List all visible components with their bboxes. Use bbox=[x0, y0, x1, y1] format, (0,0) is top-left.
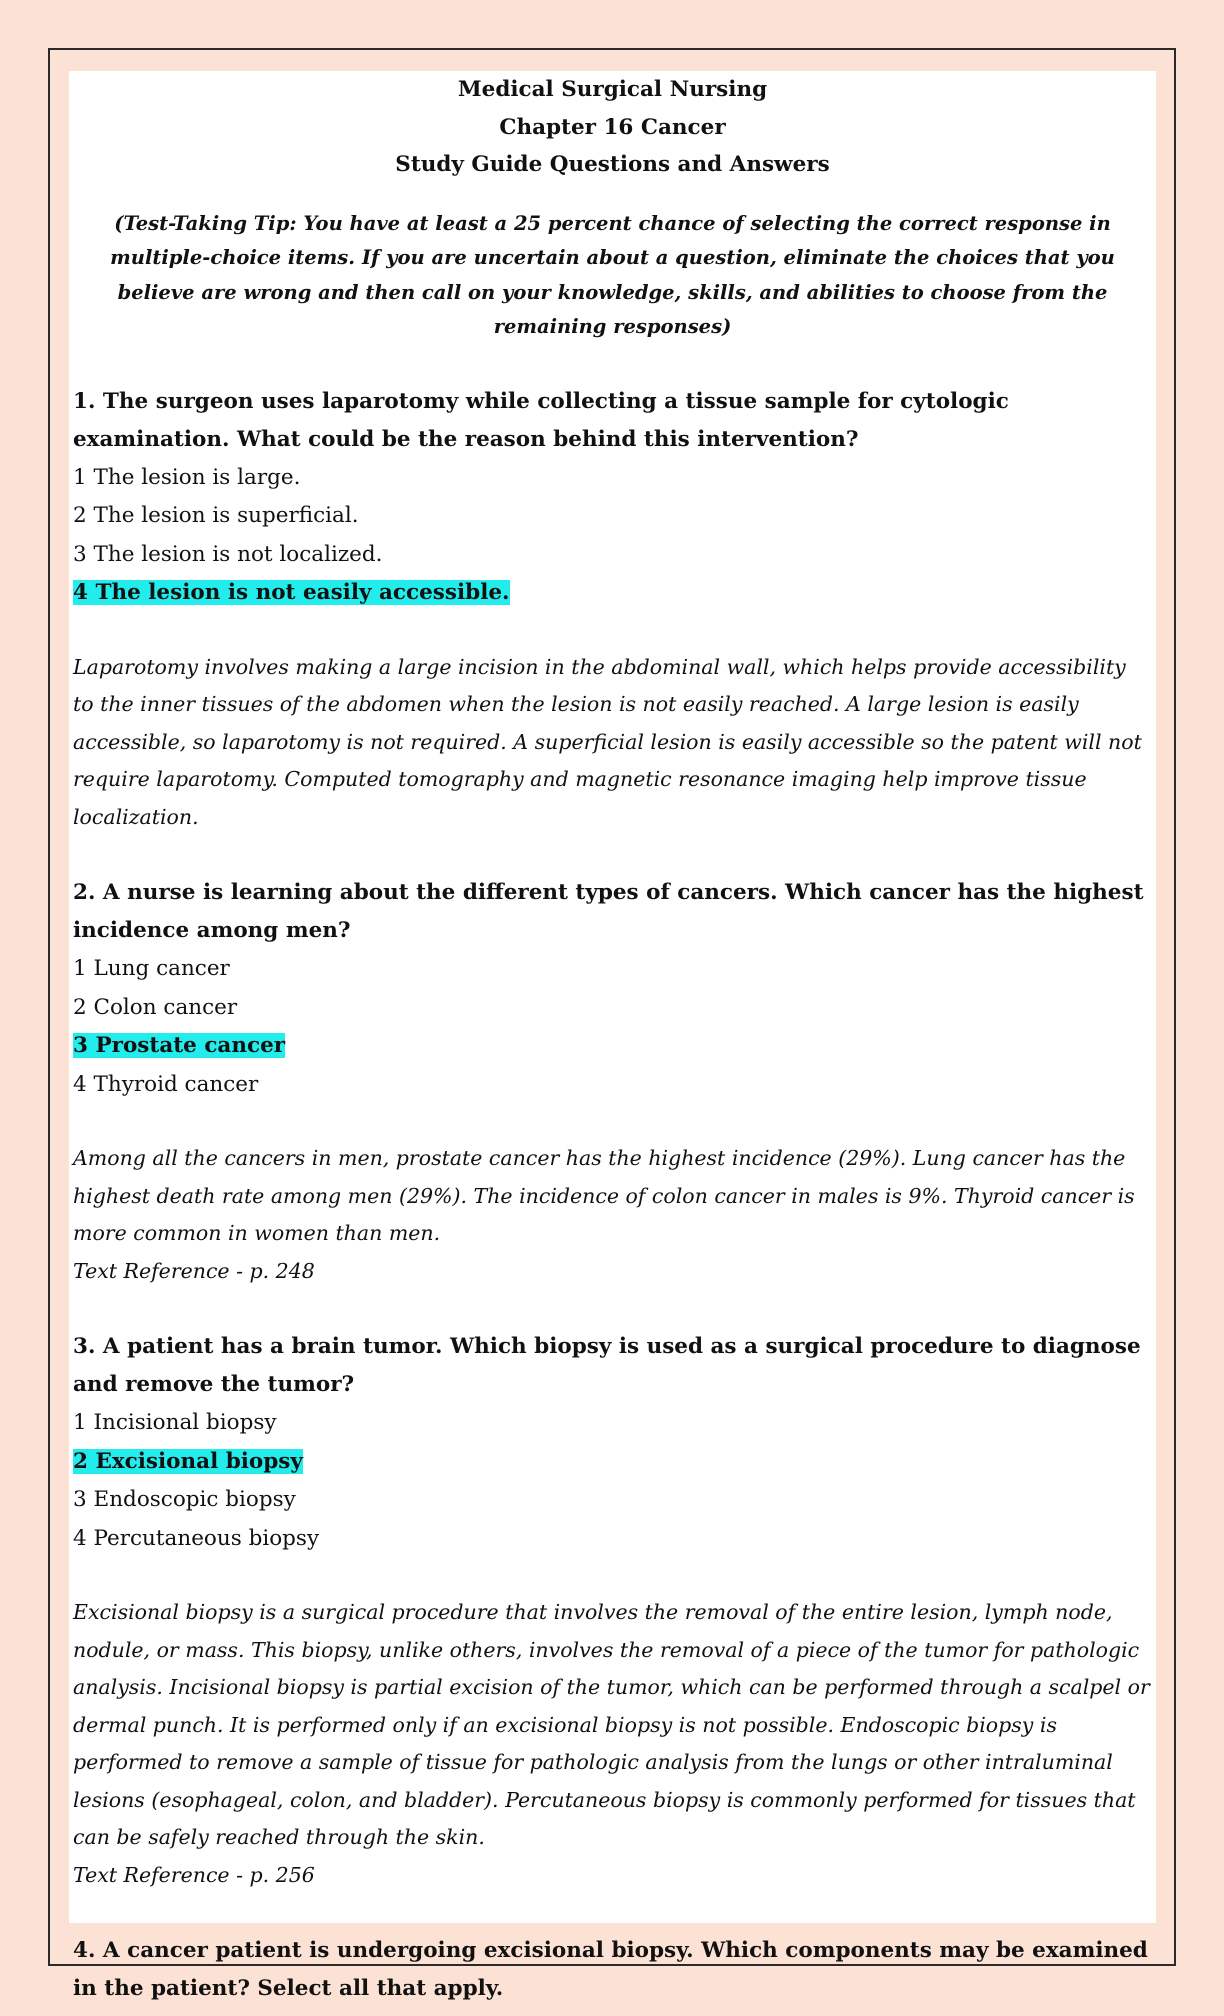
header-chapter: Chapter 16 Cancer bbox=[499, 114, 726, 140]
header-title: Medical Surgical Nursing bbox=[457, 77, 768, 102]
correct-answer-option: 2 Excisional biopsy bbox=[73, 1448, 303, 1474]
question-text: 1. The surgeon uses laparotomy while collecting a tissue sample for cytologic examination. What could be the reason behind this intervention? bbox=[73, 388, 1009, 452]
answer-option: 3 The lesion is not localized. bbox=[73, 541, 383, 567]
header-subtitle: Study Guide Questions and Answers bbox=[395, 152, 830, 177]
answer-option: 1 Incisional biopsy bbox=[73, 1410, 277, 1435]
correct-answer-option: 3 Prostate cancer bbox=[73, 1033, 286, 1058]
document-header bbox=[73, 71, 1152, 184]
answer-explanation: Excisional biopsy is a surgical procedure that involves the removal of the entire lesion, lymph node, nodule, or mass. This biopsy, unlike others, involves the removal of a piece of the tumor for pathologic analysis. Incisional biopsy is partial excision of the tumor, which can be performed through a scalpel or dermal punch. It is performed only if an excisional biopsy is not possible. Endoscopic biopsy is performed to remove a sample of tissue for pathologic analysis from the lungs or other intraluminal lesions (esophageal, colon, and bladder). Percutaneous biopsy is commonly performed for tissues that can be safely reached through the skin. bbox=[73, 1600, 1150, 1849]
document-page bbox=[69, 71, 1156, 2001]
answer-option: 4 Percutaneous biopsy bbox=[73, 1525, 320, 1551]
question-block-2 bbox=[73, 874, 1152, 1290]
text-reference: Text Reference - p. 256 bbox=[73, 1862, 315, 1887]
answer-explanation: Among all the cancers in men, prostate cancer has the highest incidence (29%). Lung cancer has the highest death rate among men (29%). The incidence of colon cancer in males is 9%. Thyroid cancer is more common in women than men. bbox=[73, 1146, 1135, 1245]
answer-explanation: Laparotomy involves making a large incision in the abdominal wall, which helps provide accessibility to the inner tissues of the abdomen when the lesion is not easily reached. A large lesion is easily accessible, so laparotomy is not required. A superficial lesion is easily accessible so the patent will not require laparotomy. Computed tomography and magnetic resonance imaging help improve tissue localization. bbox=[73, 654, 1142, 829]
answer-option: 3 Endoscopic biopsy bbox=[73, 1487, 296, 1512]
question-block-3 bbox=[73, 1328, 1152, 1894]
question-text: 2. A nurse is learning about the different types of cancers. Which cancer has the highest incidence among men? bbox=[73, 880, 1144, 943]
question-text: 4. A cancer patient is undergoing excisional biopsy. Which components may be examined in the patient? Select all that apply. bbox=[73, 1938, 1148, 2001]
answer-option: 2 Colon cancer bbox=[73, 994, 238, 1020]
test-taking-tip: (Test-Taking Tip: You have at least a 25 percent chance of selecting the correct response in multiple-choice items. If you are uncertain about a question, eliminate the choices that you believe are wrong and then call on your knowledge, skills, and abilities to choose from the remaining responses) bbox=[110, 211, 1115, 338]
answer-option: 1 The lesion is large. bbox=[73, 464, 301, 490]
question-block-4 bbox=[73, 1932, 1152, 2008]
correct-answer-option: 4 The lesion is not easily accessible. bbox=[73, 580, 510, 605]
question-text: 3. A patient has a brain tumor. Which biopsy is used as a surgical procedure to diagnose and remove the tumor? bbox=[73, 1334, 1141, 1397]
answer-option: 4 Thyroid cancer bbox=[73, 1071, 259, 1097]
answer-option: 1 Lung cancer bbox=[73, 956, 230, 981]
answer-option: 2 The lesion is superficial. bbox=[73, 503, 359, 528]
question-block-1 bbox=[73, 383, 1152, 837]
text-reference: Text Reference - p. 248 bbox=[73, 1258, 315, 1283]
